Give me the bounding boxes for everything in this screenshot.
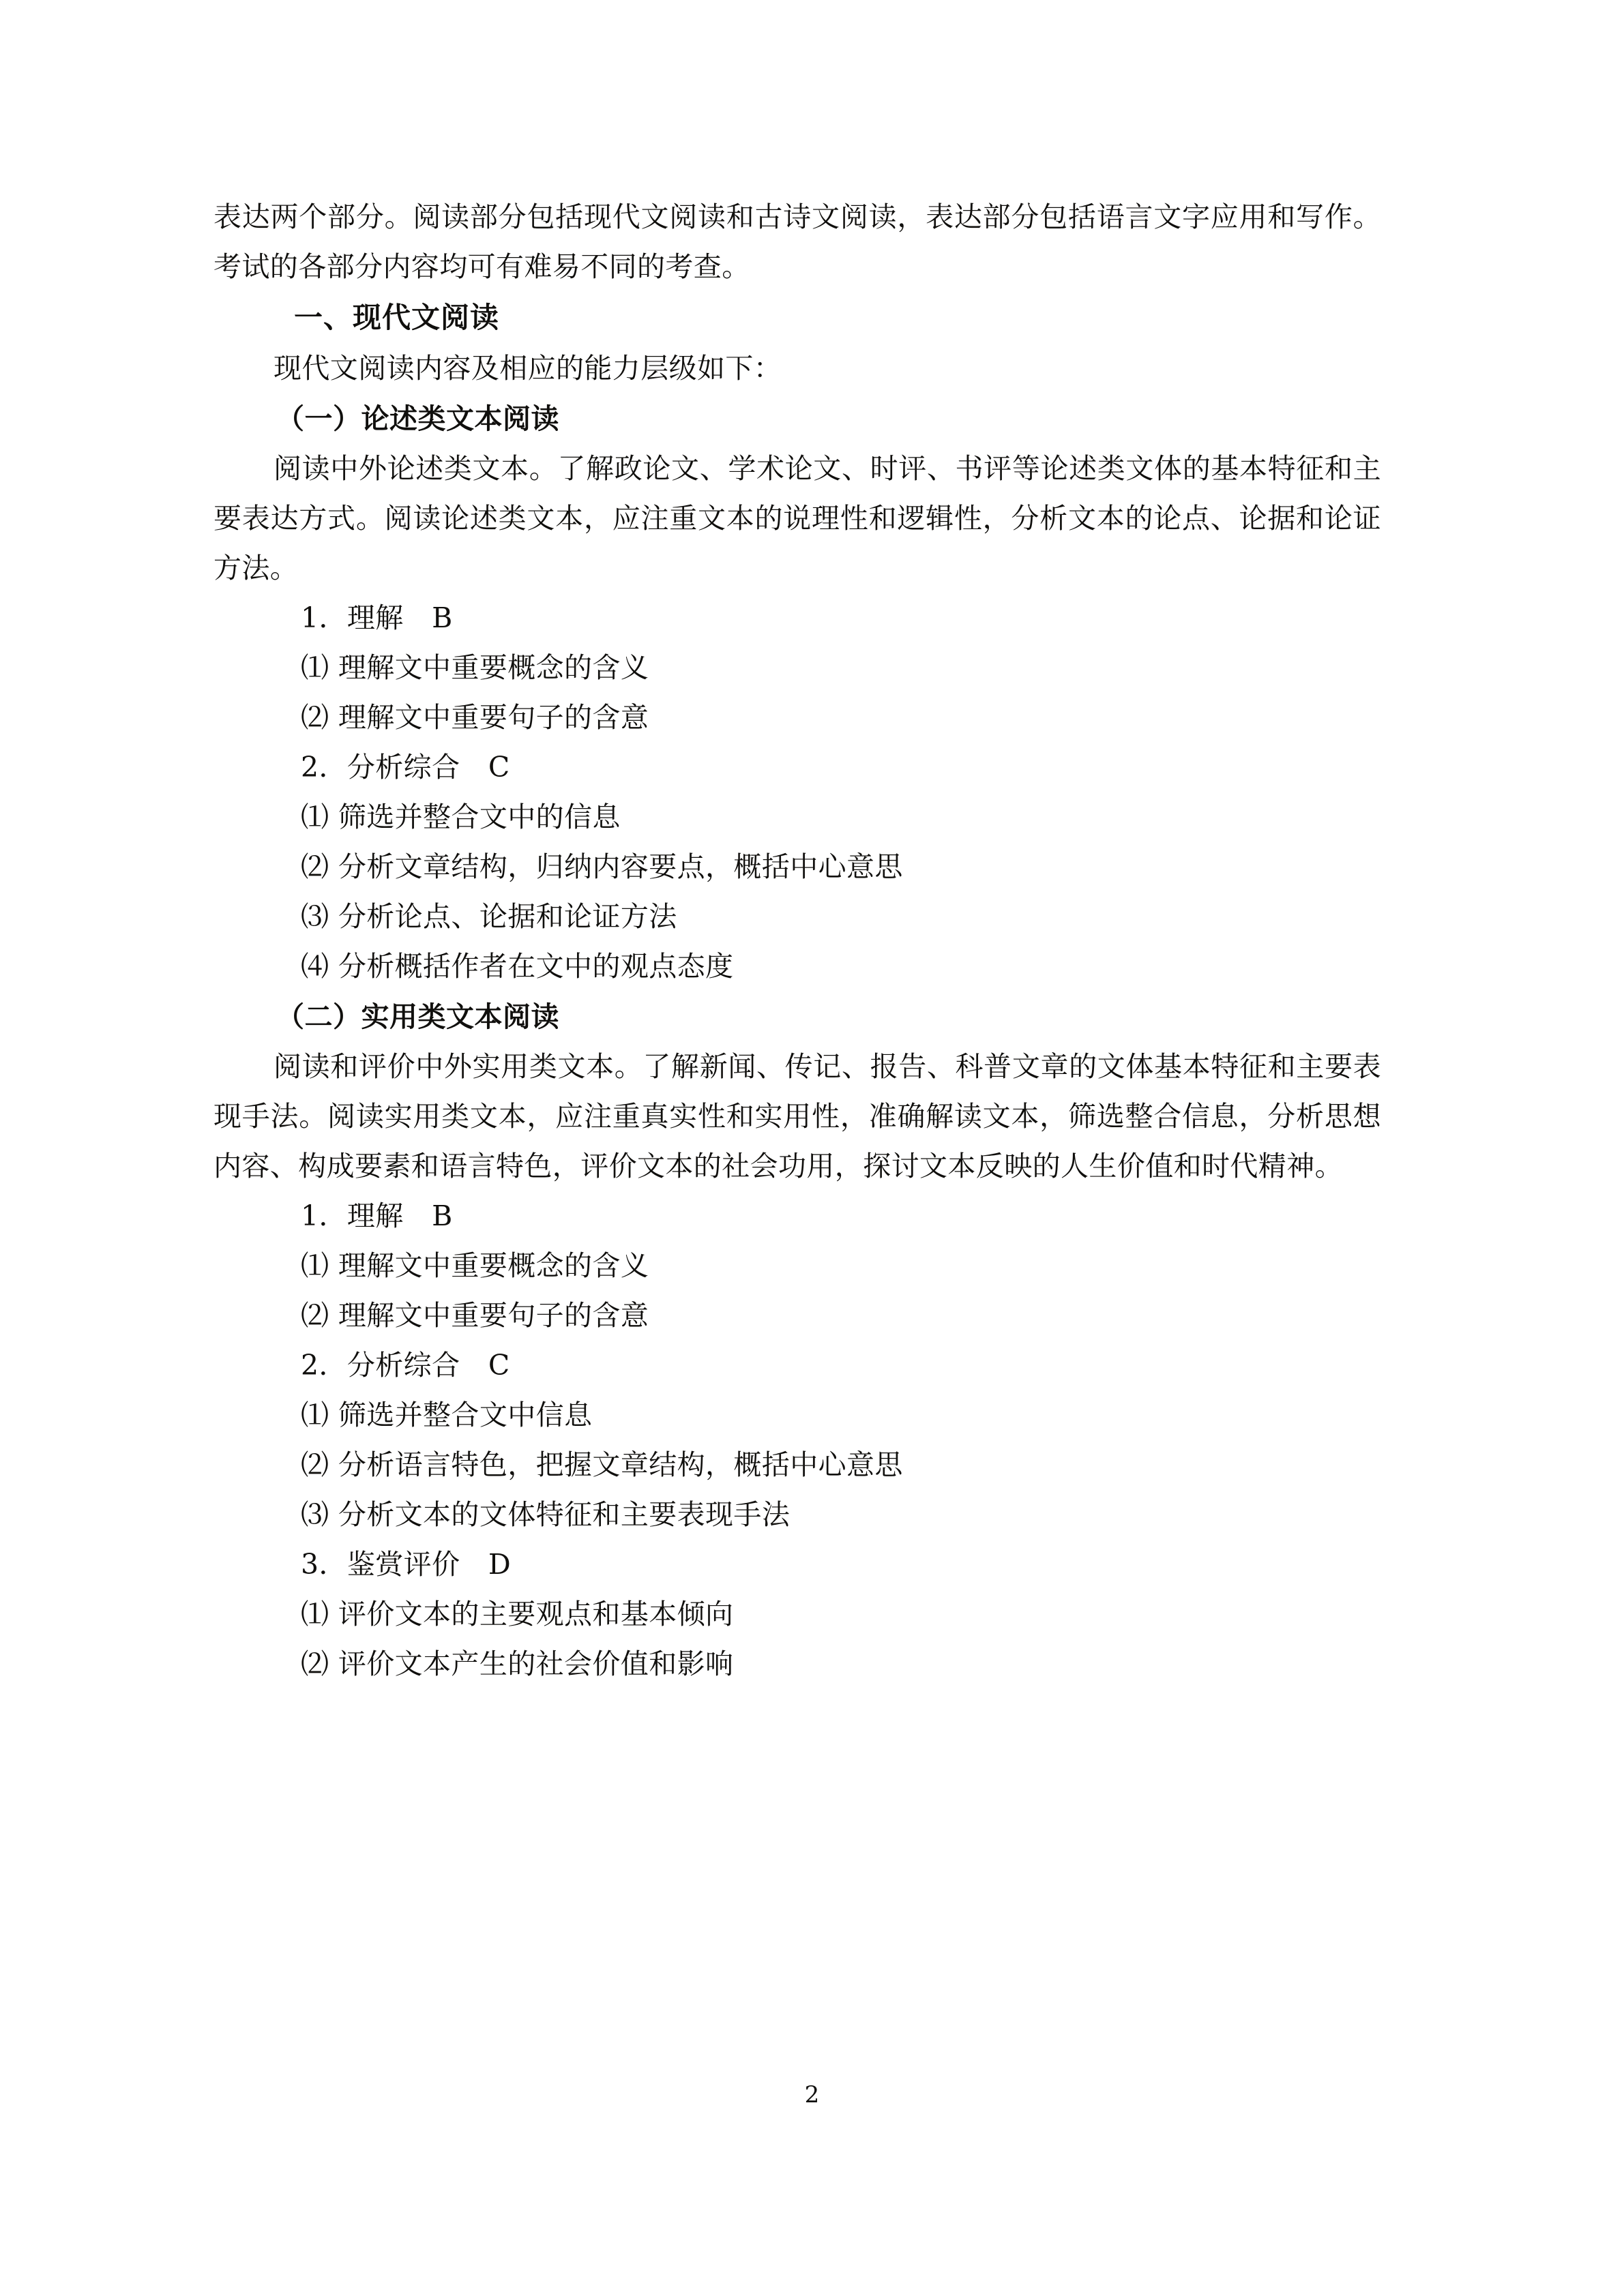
ability-list-item: ⑵ 分析语言特色，把握文章结构，概括中心意思 (301, 1448, 903, 1481)
subsection-paragraph-practical: 阅读和评价中外实用类文本。了解新闻、传记、报告、科普文章的文体基本特征和主要表现手法。阅读实用类文本，应注重真实性和实用性，准确解读文本，筛选整合信息，分析思想内容、构成要素和语言特色，评价文本的社会功用，探讨文本反映的人生价值和时代精神。 (213, 1050, 1381, 1182)
ability-level-label: 2．分析综合 C (301, 751, 510, 784)
ability-level-label: 2．分析综合 C (301, 1349, 510, 1382)
ability-level-label: 3．鉴赏评价 D (301, 1548, 512, 1581)
ability-list-item: ⑵ 理解文中重要句子的含意 (301, 1299, 649, 1332)
ability-list-item: ⑶ 分析论点、论据和论证方法 (301, 900, 677, 933)
ability-list-item: ⑴ 理解文中重要概念的含义 (301, 651, 649, 684)
ability-list-item: ⑵ 理解文中重要句子的含意 (301, 701, 649, 734)
ability-list-item: ⑵ 评价文本产生的社会价值和影响 (301, 1648, 734, 1680)
ability-list-item: ⑶ 分析文本的文体特征和主要表现手法 (301, 1498, 791, 1531)
ability-level-label: 1．理解 B (301, 601, 453, 634)
ability-level-label: 1．理解 B (301, 1199, 453, 1232)
subsection-heading-argumentative: （一）论述类文本阅读 (276, 402, 559, 435)
ability-list-item: ⑴ 理解文中重要概念的含义 (301, 1249, 649, 1282)
section-heading-modern-reading: 一、现代文阅读 (294, 301, 500, 334)
ability-list-item: ⑷ 分析概括作者在文中的观点态度 (301, 950, 734, 983)
subsection-paragraph-argumentative: 阅读中外论述类文本。了解政论文、学术论文、时评、书评等论述类文体的基本特征和主要表达方式。阅读论述类文本，应注重文本的说理性和逻辑性，分析文本的论点、论据和论证方法。 (213, 452, 1381, 584)
continued-paragraph: 表达两个部分。阅读部分包括现代文阅读和古诗文阅读，表达部分包括语言文字应用和写作。考试的各部分内容均可有难易不同的考查。 (213, 200, 1381, 283)
page-content (213, 192, 1381, 1689)
ability-list-item: ⑴ 筛选并整合文中信息 (301, 1399, 593, 1431)
ability-list-item: ⑴ 评价文本的主要观点和基本倾向 (301, 1598, 734, 1630)
ability-list-item: ⑴ 筛选并整合文中的信息 (301, 801, 621, 833)
subsection-heading-practical: （二）实用类文本阅读 (276, 1000, 559, 1033)
page-number: 2 (804, 2081, 820, 2108)
section-intro-paragraph: 现代文阅读内容及相应的能力层级如下： (274, 352, 782, 385)
ability-list-item: ⑵ 分析文章结构，归纳内容要点，概括中心意思 (301, 850, 903, 883)
